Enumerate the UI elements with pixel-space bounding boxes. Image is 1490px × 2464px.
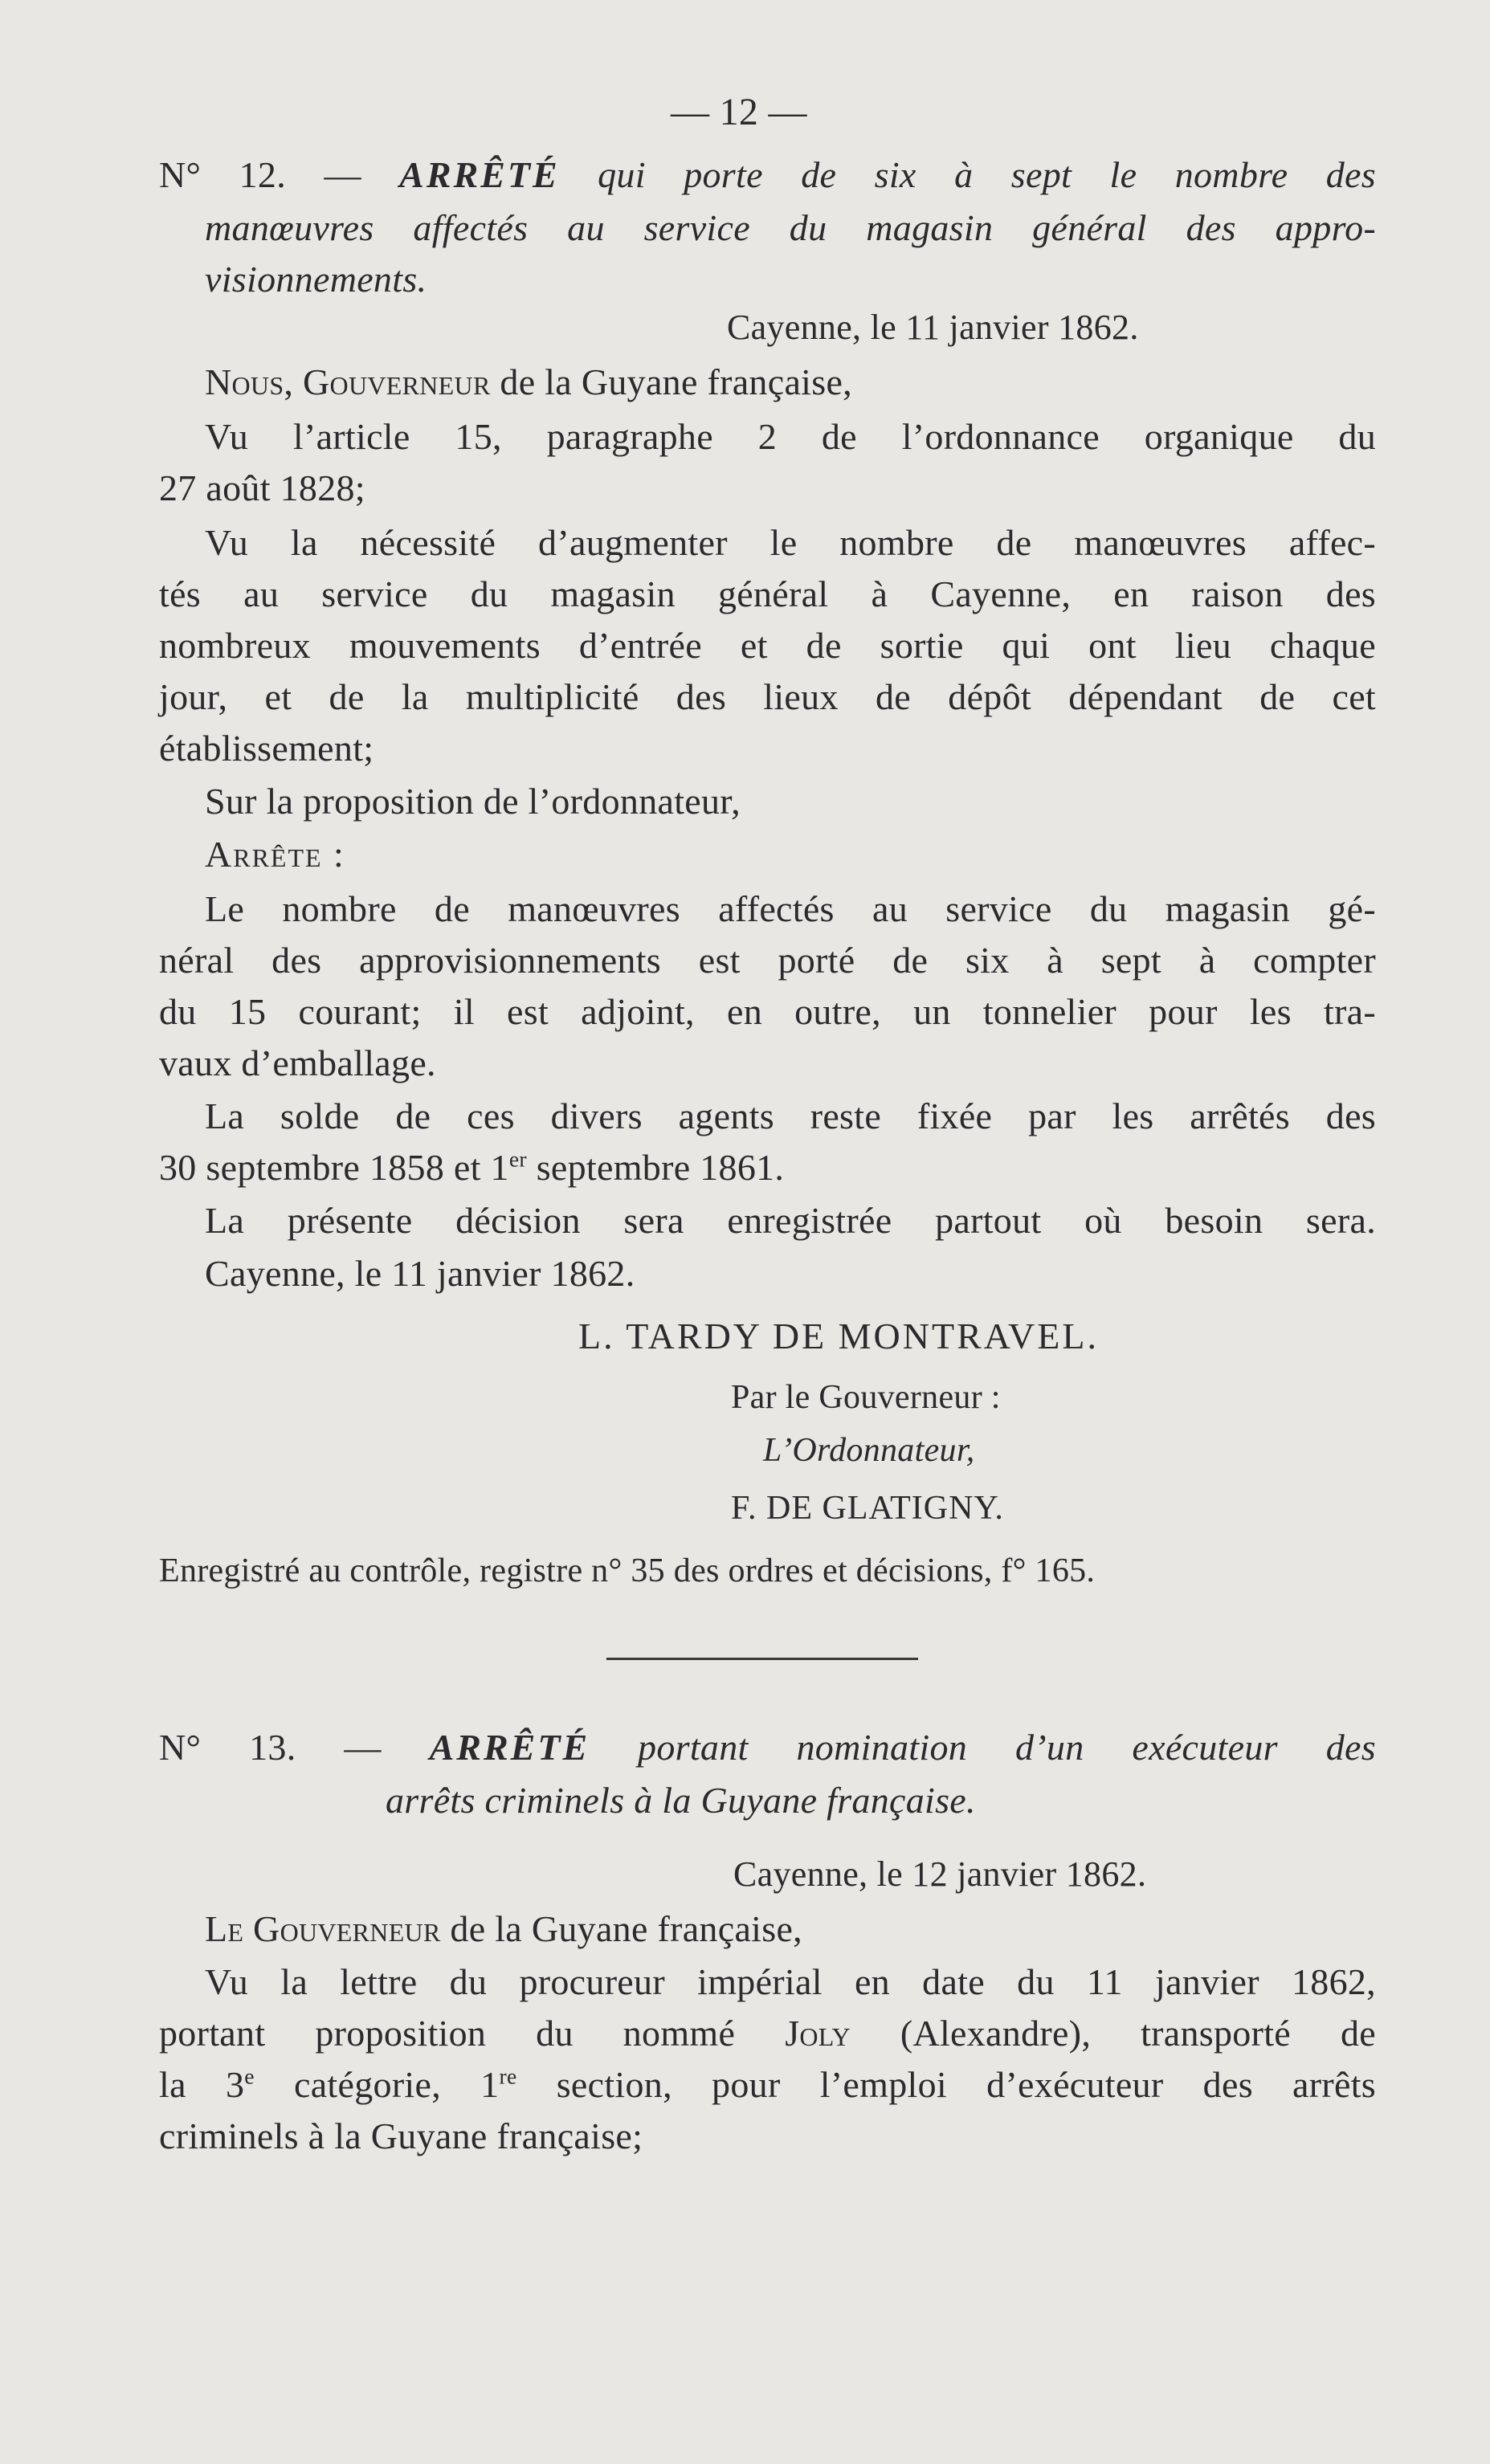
arrete-13-title-line-2: arrêts criminels à la Guyane française. — [386, 1780, 976, 1821]
ordonnateur-title: L’Ordonnateur, — [763, 1432, 975, 1469]
signature-governor: L. TARDY DE MONTRAVEL. — [578, 1316, 1099, 1356]
paragraph-2-line-1: La solde de ces divers agents reste fixée par les arrêtés des — [205, 1095, 1376, 1136]
le-gouverneur: Le Gouverneur — [205, 1908, 441, 1949]
superscript-re: re — [499, 2063, 517, 2089]
vu-2-line-1: Vu la nécessité d’augmenter le nombre de manœuvres affec- — [205, 522, 1376, 563]
arrete-12-title: qui porte de six à sept le nombre des — [598, 154, 1376, 195]
arrete-13-vu-line-3 — [159, 2062, 1376, 2107]
arrete-12-heading — [159, 153, 1376, 198]
arrete-13-title: portant nomination d’un exécuteur des — [638, 1727, 1376, 1768]
closing-place-date: Cayenne, le 11 janvier 1862. — [205, 1253, 635, 1294]
arrete-12-preamble — [205, 360, 852, 405]
paragraph-1-line-2: néral des approvisionnements est porté de six à sept à compter — [159, 940, 1376, 981]
page-number: — 12 — — [671, 91, 807, 133]
paragraph-2-line-2-start: 30 septembre 1858 et 1 — [159, 1147, 509, 1188]
vu-line-2-end: (Alexandre), transporté de — [850, 2013, 1376, 2054]
paragraph-3: La présente décision sera enregistrée partout où besoin sera. — [205, 1200, 1376, 1241]
arrete-13-vu-line-4: criminels à la Guyane française; — [159, 2115, 643, 2156]
superscript-e: e — [244, 2063, 255, 2089]
vu-line-3-part-c: section, pour l’emploi d’exécuteur des arrêts — [516, 2064, 1377, 2105]
nous-gouverneur: Nous, Gouverneur — [205, 361, 491, 402]
le-gouverneur-rest: de la Guyane française, — [450, 1908, 802, 1949]
paragraph-1-line-4: vaux d’emballage. — [159, 1042, 436, 1083]
paragraph-1-line-1: Le nombre de manœuvres affectés au service du magasin gé- — [205, 888, 1376, 929]
vu-2-line-3: nombreux mouvements d’entrée et de sortie qui ont lieu chaque — [159, 625, 1376, 666]
paragraph-2-line-2 — [159, 1145, 784, 1190]
registration-note: Enregistré au contrôle, registre n° 35 des ordres et décisions, f° 165. — [159, 1552, 1096, 1589]
vu-1-line-2: 27 août 1828; — [159, 467, 365, 508]
vu-line-3-part-a: la 3 — [159, 2064, 245, 2105]
arrete-12-title-line-3: visionnements. — [205, 259, 427, 300]
arrete-13-number: N° 13. — — [159, 1727, 382, 1768]
arrete-12-title-line-2: manœuvres affectés au service du magasin général des appro- — [205, 207, 1376, 248]
arrete-13-keyword: ARRÊTÉ — [429, 1727, 590, 1768]
ordonnateur-name: F. DE GLATIGNY. — [731, 1490, 1004, 1527]
arrete-13-preamble — [205, 1907, 802, 1952]
arrete-12-number: N° 12. — — [159, 154, 361, 195]
arrete-13-place-date: Cayenne, le 12 janvier 1862. — [733, 1854, 1147, 1894]
arrete-13-heading — [159, 1725, 1376, 1770]
arrete-12-keyword: ARRÊTÉ — [399, 154, 560, 195]
arrete-label: Arrête : — [205, 834, 345, 875]
section-divider — [606, 1658, 918, 1660]
person-name: Joly — [785, 2013, 851, 2054]
arrete-12-place-date: Cayenne, le 11 janvier 1862. — [727, 308, 1139, 347]
vu-2-line-5: établissement; — [159, 728, 374, 769]
par-le-gouverneur: Par le Gouverneur : — [731, 1379, 1001, 1416]
vu-line-2-start: portant proposition du nommé — [159, 2013, 786, 2054]
paragraph-1-line-3: du 15 courant; il est adjoint, en outre, un tonnelier pour les tra- — [159, 991, 1376, 1032]
arrete-13-vu-line-1: Vu la lettre du procureur impérial en date du 11 janvier 1862, — [205, 1961, 1376, 2002]
paragraph-2-line-2-end: septembre 1861. — [526, 1147, 785, 1188]
superscript-er: er — [508, 1146, 527, 1172]
nous-gouverneur-rest: de la Guyane française, — [500, 361, 852, 402]
arrete-13-vu-line-2 — [159, 2011, 1376, 2056]
vu-2-line-2: tés au service du magasin général à Cayenne, en raison des — [159, 573, 1376, 614]
vu-line-3-part-b: catégorie, 1 — [254, 2064, 500, 2105]
vu-1-line-1: Vu l’article 15, paragraphe 2 de l’ordonnance organique du — [205, 416, 1376, 457]
vu-2-line-4: jour, et de la multiplicité des lieux de dépôt dépendant de cet — [159, 676, 1376, 717]
sur-la-proposition: Sur la proposition de l’ordonnateur, — [205, 781, 741, 822]
